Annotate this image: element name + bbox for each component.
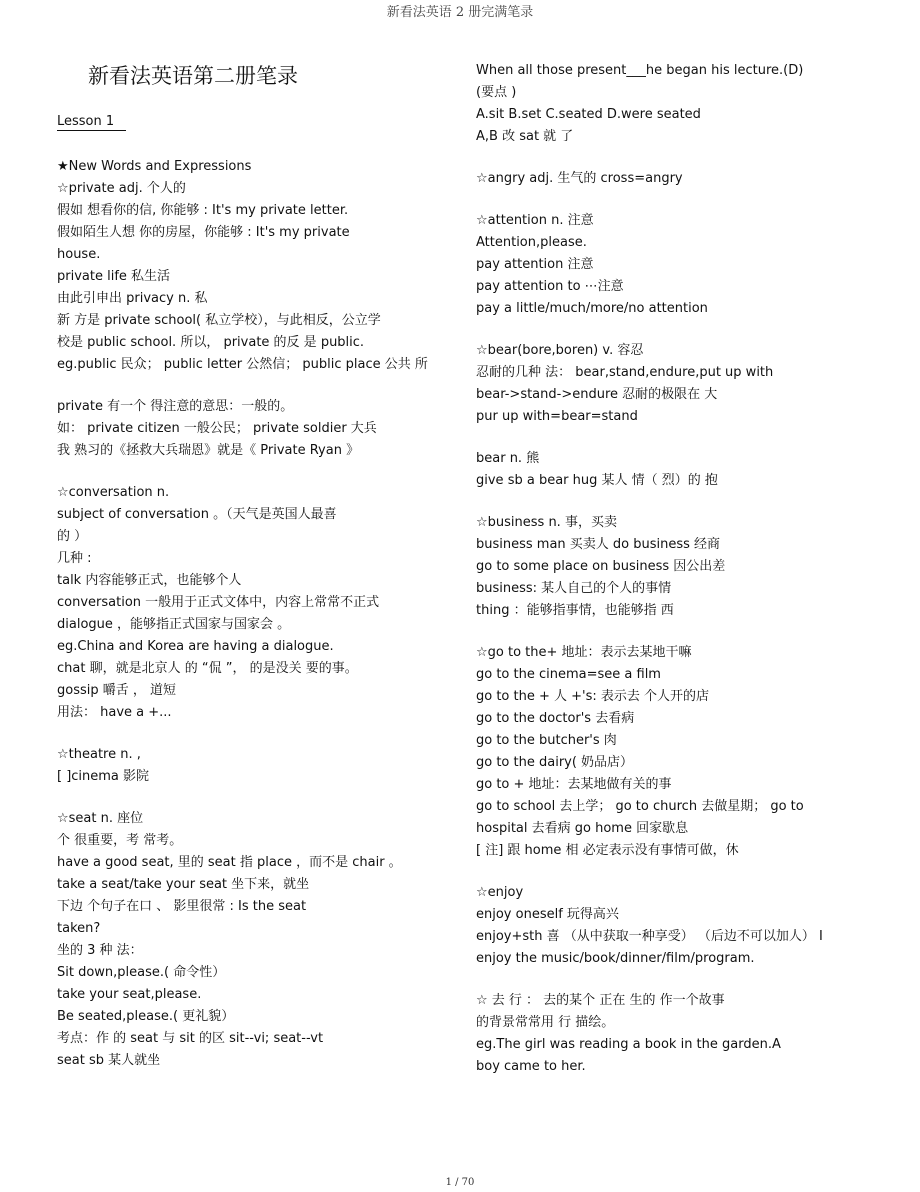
- text-line: A,B 改 sat 就 了: [476, 129, 574, 144]
- spacer: [476, 192, 861, 212]
- left-column: [57, 158, 442, 1074]
- spacer: [476, 624, 861, 644]
- text-line: enjoy+sth 喜 （从中获取一种享受） （后边不可以加人） I: [476, 929, 823, 944]
- text-line: eg.China and Korea are having a dialogue.: [57, 639, 334, 654]
- text-line: pur up with=bear=stand: [476, 409, 638, 424]
- spacer: [476, 494, 861, 514]
- spacer: [57, 464, 442, 484]
- spacer: [57, 378, 442, 398]
- text-line: 用法： have a +...: [57, 705, 172, 720]
- text-line: go to some place on business 因公出差: [476, 559, 726, 574]
- text-line: 假如 想看你的信, 你能够 : It's my private letter.: [57, 203, 349, 218]
- text-line: go to the cinema=see a film: [476, 667, 661, 682]
- text-line: chat 聊，就是北京人 的 “侃 ”， 的是没关 要的事。: [57, 661, 358, 676]
- text-line: 考点：作 的 seat 与 sit 的区 sit--vi; seat--vt: [57, 1031, 324, 1046]
- text-line: 我 熟习的《拯救大兵瑞恩》就是《 Private Ryan 》: [57, 443, 360, 458]
- spacer: [476, 322, 861, 342]
- text-line: dialogue ，能够指正式国家与国家会 。: [57, 617, 291, 632]
- text-line: 的背景常常用 行 描绘。: [476, 1015, 615, 1030]
- text-line: 校是 public school. 所以， private 的反 是 public.: [57, 335, 365, 350]
- text-line: business man 买卖人 do business 经商: [476, 537, 721, 552]
- text-line: 忍耐的几种 法： bear,stand,endure,put up with: [476, 365, 774, 380]
- spacer: [57, 790, 442, 810]
- text-line: enjoy oneself 玩得高兴: [476, 907, 619, 922]
- text-line: go to school 去上学； go to church 去做星期； go to: [476, 799, 804, 814]
- text-line: pay a little/much/more/no attention: [476, 301, 708, 316]
- text-line: 坐的 3 种 法：: [57, 943, 143, 958]
- text-line: 几种 :: [57, 551, 92, 566]
- right-column: [476, 62, 861, 1080]
- text-line: 由此引申出 privacy n. 私: [57, 291, 208, 306]
- text-line: taken?: [57, 921, 101, 936]
- text-line: ☆theatre n. ,: [57, 747, 141, 762]
- text-line: house.: [57, 247, 101, 262]
- text-line: ☆conversation n.: [57, 485, 170, 500]
- text-line: hospital 去看病 go home 回家歇息: [476, 821, 689, 836]
- spacer: [476, 972, 861, 992]
- text-line: Sit down,please.( 命令性）: [57, 965, 226, 980]
- text-line: 如： private citizen 一般公民； private soldier 大兵: [57, 421, 377, 436]
- text-line: give sb a bear hug 某人 情（ 烈）的 抱: [476, 473, 718, 488]
- spacer: [57, 726, 442, 746]
- text-line: 新 方是 private school( 私立学校），与此相反，公立学: [57, 313, 381, 328]
- text-line: go to the + 人 +'s: 表示去 个人开的店: [476, 689, 710, 704]
- text-line: (要点 ): [476, 85, 517, 100]
- text-line: bear->stand->endure 忍耐的极限在 大: [476, 387, 718, 402]
- text-line: When all those present___he began his lecture.(D): [476, 63, 804, 78]
- text-line: private life 私生活: [57, 269, 171, 284]
- text-line: ☆ 去 行 ： 去的某个 正在 生的 作一个故事: [476, 993, 725, 1008]
- text-line: Be seated,please.( 更礼貌）: [57, 1009, 235, 1024]
- text-line: ★New Words and Expressions: [57, 159, 252, 174]
- text-line: ☆go to the+ 地址：表示去某地干嘛: [476, 645, 692, 660]
- text-line: thing ：能够指事情，也能够指 西: [476, 603, 674, 618]
- text-line: Attention,please.: [476, 235, 587, 250]
- text-line: 的 ）: [57, 529, 88, 544]
- text-line: take your seat,please.: [57, 987, 202, 1002]
- text-line: private 有一个 得注意的意思：一般的。: [57, 399, 294, 414]
- text-line: subject of conversation 。（天气是英国人最喜: [57, 507, 337, 522]
- spacer: [476, 430, 861, 450]
- text-line: 个 很重要，考 常考。: [57, 833, 183, 848]
- text-line: A.sit B.set C.seated D.were seated: [476, 107, 701, 122]
- text-line: go to the doctor's 去看病: [476, 711, 635, 726]
- text-line: go to the dairy( 奶品店）: [476, 755, 634, 770]
- text-line: pay attention to ⋯注意: [476, 279, 624, 294]
- text-line: pay attention 注意: [476, 257, 594, 272]
- text-line: seat sb 某人就坐: [57, 1053, 161, 1068]
- text-line: conversation 一般用于正式文体中，内容上常常不正式: [57, 595, 380, 610]
- text-line: ☆attention n. 注意: [476, 213, 594, 228]
- text-line: business: 某人自己的个人的事情: [476, 581, 672, 596]
- text-line: gossip 嚼舌 ， 道短: [57, 683, 177, 698]
- text-line: [ ]cinema 影院: [57, 769, 150, 784]
- text-line: boy came to her.: [476, 1059, 586, 1074]
- text-line: go to + 地址：去某地做有关的事: [476, 777, 672, 792]
- text-line: ☆private adj. 个人的: [57, 181, 186, 196]
- text-line: enjoy the music/book/dinner/film/program.: [476, 951, 755, 966]
- text-line: ☆bear(bore,boren) v. 容忍: [476, 343, 644, 358]
- text-line: 下边 个句子在口 、 影里很常 : Is the seat: [57, 899, 307, 914]
- text-line: ☆seat n. 座位: [57, 811, 144, 826]
- text-line: ☆business n. 事，买卖: [476, 515, 617, 530]
- page-header: 新看法英语 2 册完满笔录: [386, 5, 534, 20]
- text-line: go to the butcher's 肉: [476, 733, 617, 748]
- text-line: eg.The girl was reading a book in the garden.A: [476, 1037, 781, 1052]
- text-line: take a seat/take your seat 坐下来，就坐: [57, 877, 310, 892]
- text-line: ☆enjoy: [476, 885, 524, 900]
- spacer: [476, 864, 861, 884]
- text-line: ☆angry adj. 生气的 cross=angry: [476, 171, 683, 186]
- text-line: eg.public 民众； public letter 公然信； public place 公共 所: [57, 357, 428, 372]
- lesson-heading: Lesson 1: [57, 114, 126, 131]
- page-title: 新看法英语第二册笔录: [88, 64, 298, 88]
- text-line: bear n. 熊: [476, 451, 540, 466]
- text-line: 假如陌生人想 你的房屋，你能够 : It's my private: [57, 225, 350, 240]
- text-line: have a good seat, 里的 seat 指 place ，而不是 chair 。: [57, 855, 402, 870]
- text-line: [ 注] 跟 home 相 必定表示没有事情可做，休: [476, 843, 739, 858]
- text-line: talk 内容能够正式，也能够个人: [57, 573, 242, 588]
- spacer: [476, 150, 861, 170]
- page-number: 1 / 70: [445, 1177, 475, 1188]
